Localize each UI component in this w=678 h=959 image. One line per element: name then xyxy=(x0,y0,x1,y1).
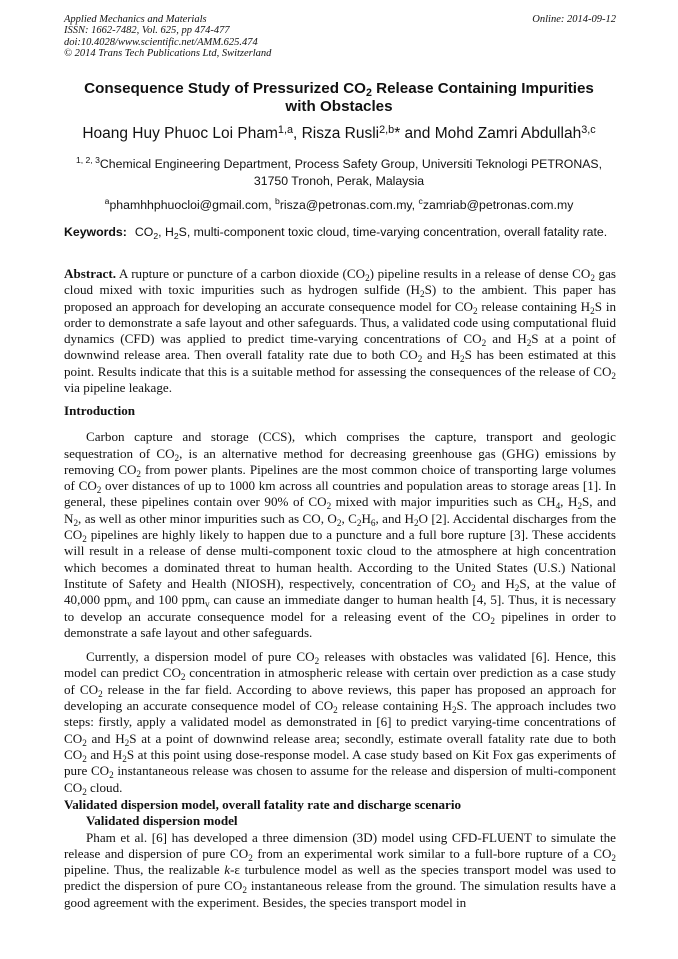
affiliation: $^{1, 2, 3}$Chemical Engineering Department, Process Safety Group, Universiti Teknologi PETRONAS, 31750 Tronoh, Perak, Malaysia xyxy=(75,155,603,188)
abstract-label: Abstract. xyxy=(64,266,116,281)
journal-header xyxy=(64,14,616,60)
introduction-section xyxy=(64,403,616,796)
section-2-subheading: Validated dispersion model xyxy=(86,813,238,829)
section-2-heading: Validated dispersion model, overall fatality rate and discharge scenario xyxy=(64,797,462,812)
abstract: Abstract. A rupture or puncture of a carbon dioxide $(CO_2)$ pipeline results in a release of dense $CO_2$ gas cloud mixed with toxic impurities such as hydrogen sulfide $(H_2S)$ to the ambient. This paper has proposed an approach for developing an accurate consequence model for $CO_2$ release containing $H_2S$ in order to demonstrate a safe layout and other safeguards. Thus, a validated code using computational fluid dynamics (CFD) was applied to predict time-varying concentrations of $CO_2$ and $H_2S$ at a point of downwind release area. Then overall fatality rate due to both $CO_2$ and $H_2S$ has been estimated at this point. Results indicate that this is a suitable method for assessing the consequences of the release of $CO_2$ via pipeline leakage. xyxy=(64,266,617,396)
author-list: Hoang Huy Phuoc Loi Pham$^{1,a}$, Risza Rusli$^{2,b}$* and Mohd Zamri Abdullah$^{3,c}$ xyxy=(82,124,596,142)
online-date: Online: 2014-09-12 xyxy=(532,14,616,25)
introduction-paragraph-1: Carbon capture and storage (CCS), which comprises the capture, transport and geologic sequestration of $CO_2$, is an alternative method for decreasing greenhouse gas (GHG) emissions by removing $CO_2$ from power plants. Pipelines are the most common choice of transporting large volumes of $CO_2$ over distances of up to 1000 km across all countries and population areas to storage areas [1]. In general, these pipelines contain over 90% of $CO_2$ mixed with major impurities such as $CH_4$, $H_2S$, and $N_2$, as well as other minor impurities such as CO, $O_2$, $C_2H_6$, and $H_2O$ [2]. Accidental discharges from the $CO_2$ pipelines are highly likely to happen due to a puncture and a full bore rupture [3]. These accidents will result in a release of dense multi-component toxic cloud to the atmosphere at high concentration which becomes a dominated threat to human health. According to the United States (U.S.) National Institute of Safety and Health (NIOSH), respectively, concentration of $CO_2$ and $H_2S$, at the value of 40,000 ppm$_v$ and 100 ppm$_v$ can cause an immediate danger to human health [4, 5]. Thus, it is necessary to develop an accurate consequence model for a releasing event of the $CO_2$ pipelines in order to demonstrate a safe layout and other safeguards. xyxy=(64,429,617,640)
paper-title: Consequence Study of Pressurized $CO_2$ Release Containing Impurities with Obstacles xyxy=(84,80,594,115)
journal-doi: doi:10.4028/www.scientific.net/AMM.625.474 xyxy=(64,36,258,48)
introduction-heading: Introduction xyxy=(64,403,136,418)
journal-name: Applied Mechanics and Materials xyxy=(64,14,207,25)
section-2-paragraph: Pham et al. [6] has developed a three dimension (3D) model using CFD-FLUENT to simulate the release and dispersion of pure $CO_2$ from an experimental work similar to a full-bore rupture of a $CO_2$ pipeline. Thus, the realizable k-ε turbulence model as well as the species transport model was used to predict the dispersion of pure $CO_2$ instantaneous release from the ground. The simulation results have a good agreement with the experiment. Besides, the species transport model in xyxy=(64,829,616,910)
keywords-label: Keywords: xyxy=(64,225,127,239)
introduction-paragraph-2: Currently, a dispersion model of pure $CO_2$ releases with obstacles was validated [6]. Hence, this model can predict $CO_2$ concentration in atmospheric release with certain over prediction as a case study of $CO_2$ release in the far field. According to above reviews, this paper has proposed an approach for developing an accurate consequence model of $CO_2$ release containing $H_2S$. The approach includes two steps: firstly, apply a validated model as demonstrated in [6] to predict varying-time concentrations of $CO_2$ and $H_2S$ at a point of downwind release area; secondly, estimate overall fatality rate due to both $CO_2$ and $H_2S$ at this point using dose-response model. A case study based on Kit Fox gas experiments of pure $CO_2$ instantaneous release was chosen to assume for the release and dispersion of multi-component $CO_2$ cloud. xyxy=(64,649,616,797)
section-2 xyxy=(64,797,616,911)
journal-copyright: © 2014 Trans Tech Publications Ltd, Switzerland xyxy=(64,48,272,60)
author-emails: $^a$phamhhphuocloi@gmail.com, $^b$risza@petronas.com.my, $^c$zamriab@petronas.com.my xyxy=(104,196,574,212)
keywords: Keywords: $CO_2$, $H_2S$, multi-component toxic cloud, time-varying concentration, overall fatality rate. xyxy=(64,225,608,241)
journal-issn: ISSN: 1662-7482, Vol. 625, pp 474-477 xyxy=(64,25,230,37)
